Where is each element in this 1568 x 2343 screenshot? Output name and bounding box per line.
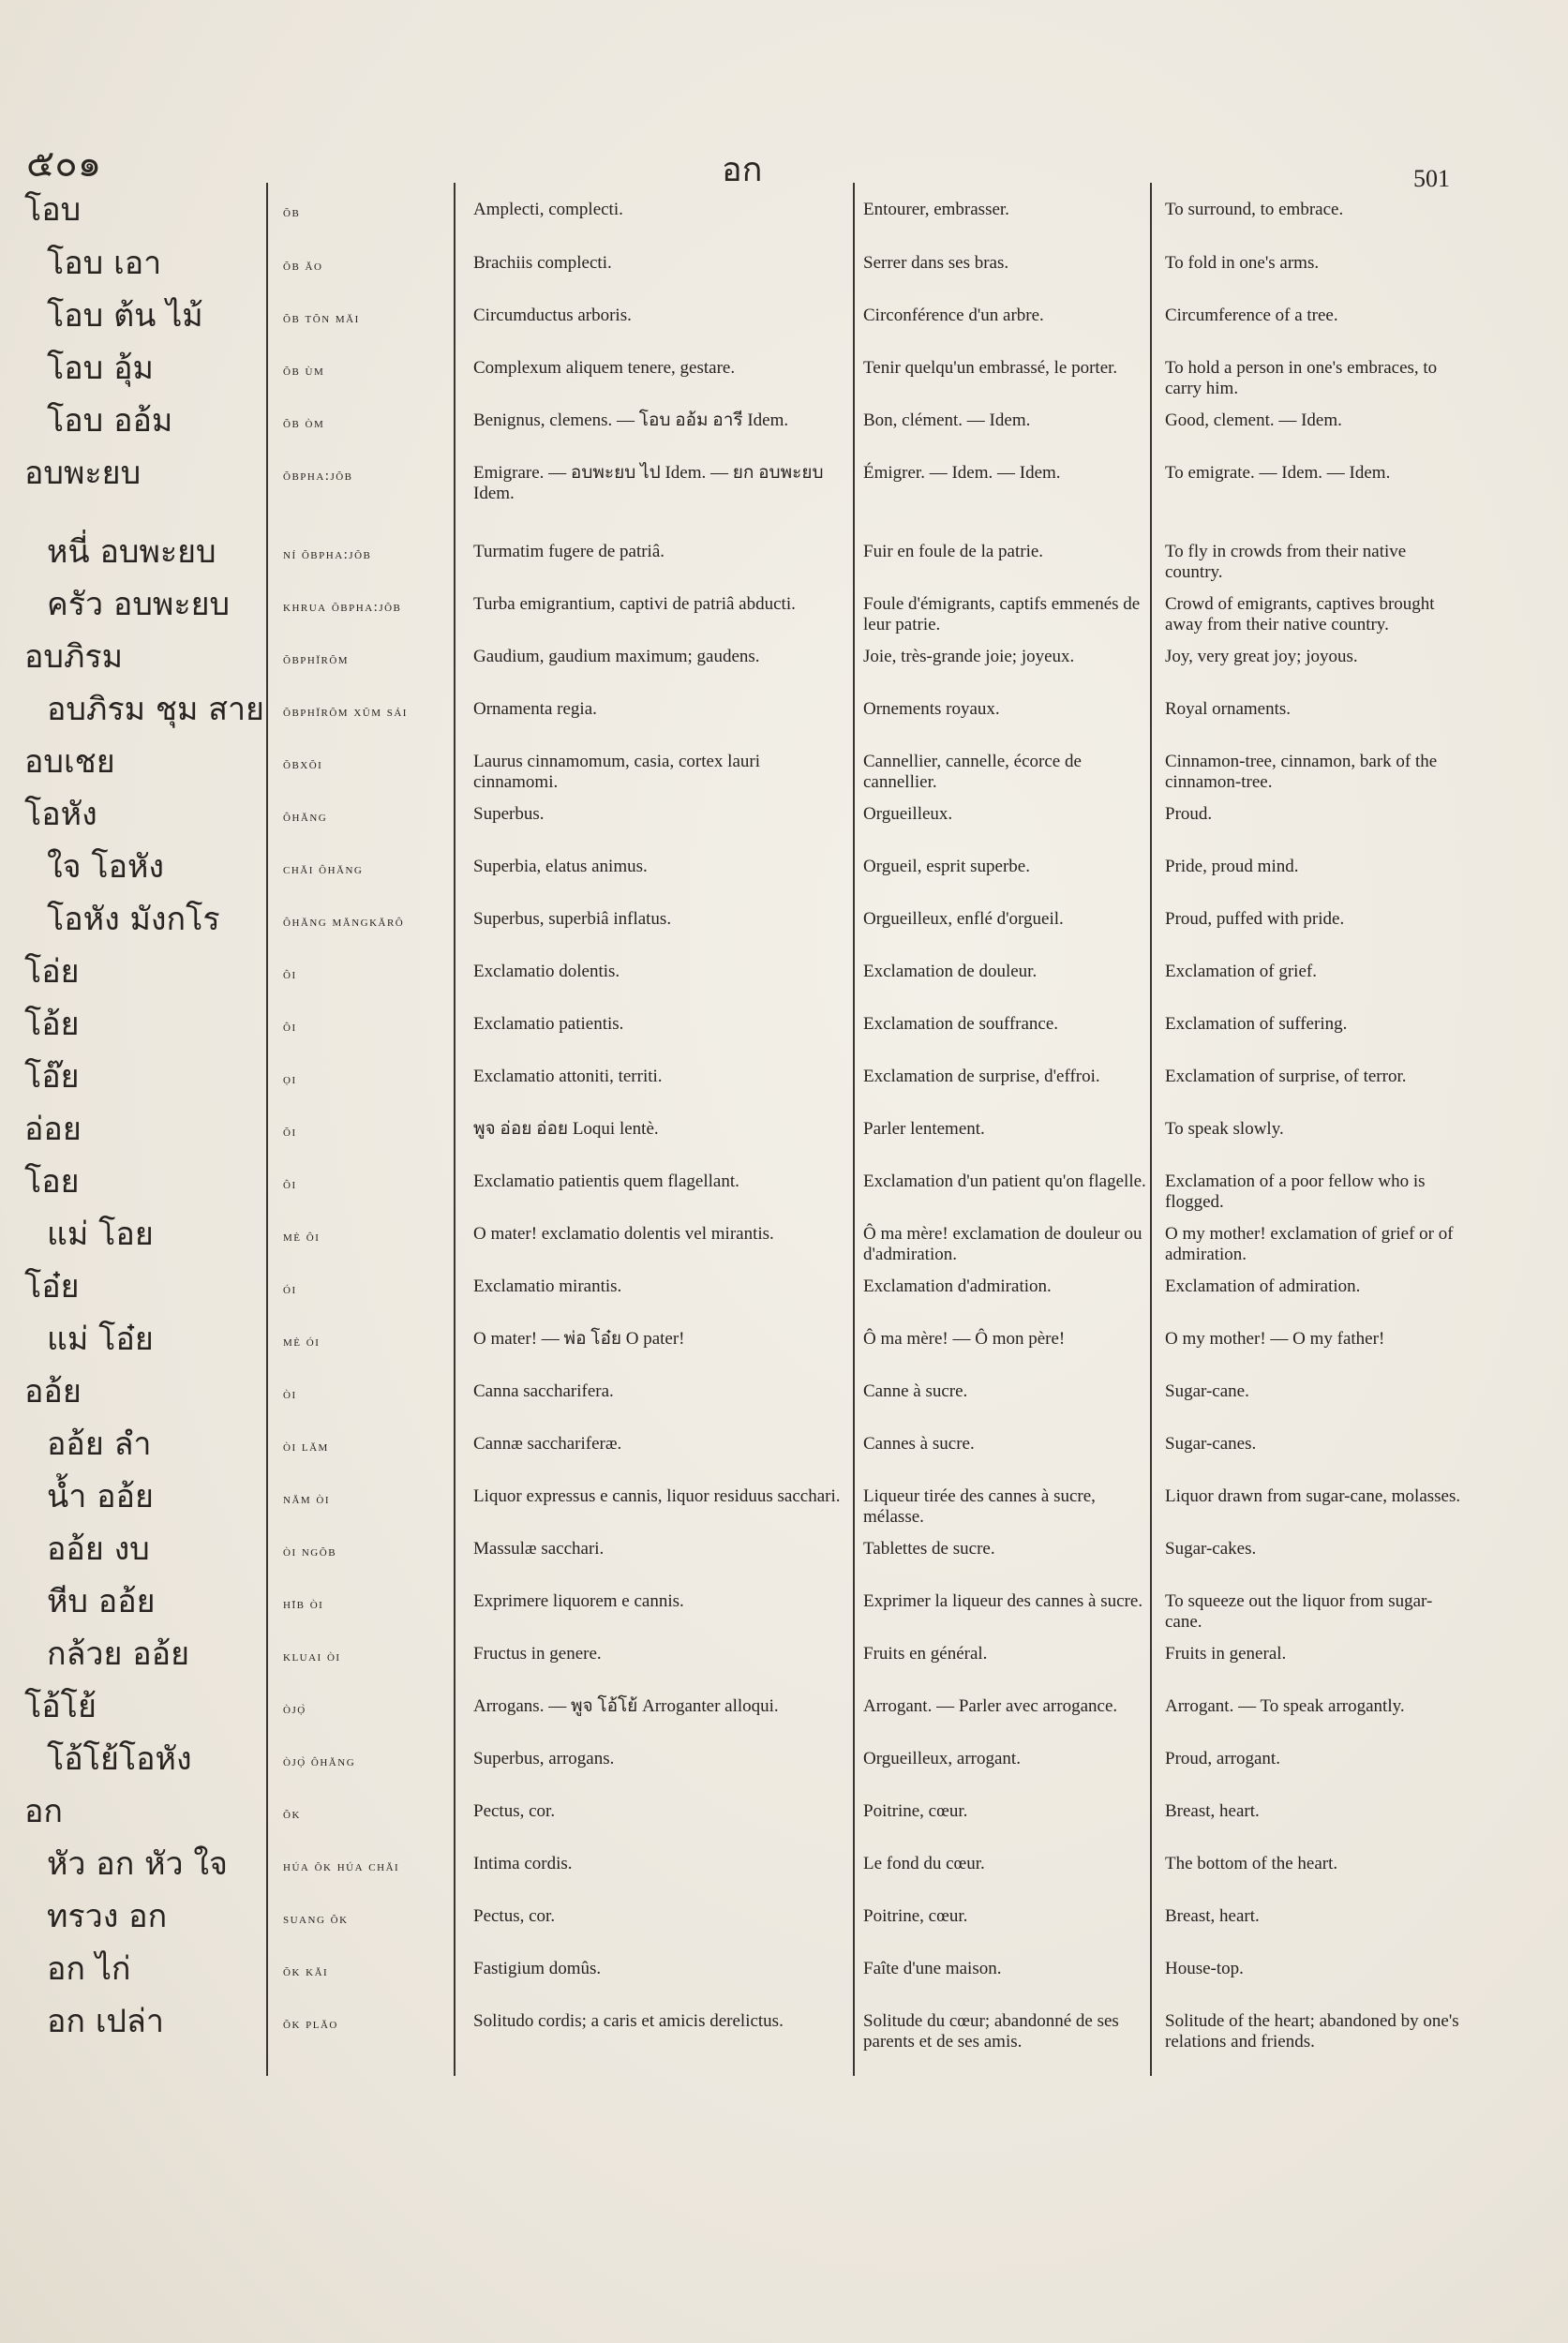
entry-row [0,692,1568,744]
latin-definition: Solitudo cordis; a caris et amicis derelictus. [473,2011,784,2031]
transliteration: òi lăm [283,1440,329,1455]
transliteration: òi ngŏb [283,1545,337,1560]
french-definition: Faîte d'une maison. [863,1959,1002,1978]
french-definition: Exclamation de surprise, d'effroi. [863,1067,1100,1086]
thai-headword: โอหัง มังกโร [47,901,220,938]
french-definition: Exclamation de souffrance. [863,1014,1059,1034]
english-definition: Breast, heart. [1165,1801,1260,1821]
english-definition: Good, clement. — Idem. [1165,410,1342,430]
thai-headword: ทรวง อก [47,1898,168,1935]
thai-headword: โอ้ย [24,1006,80,1043]
french-definition: Orgueil, esprit superbe. [863,857,1030,876]
french-definition: Cannellier, cannelle, écorce de cannellier. [863,752,1082,792]
entry-row [0,954,1568,1007]
english-definition: Royal ornaments. [1165,699,1292,719]
transliteration: ŏk kăi [283,1964,329,1979]
entry-row [0,298,1568,351]
thai-headword: อก [24,1793,64,1830]
transliteration: ŏb ăo [283,259,323,274]
latin-definition: Pectus, cor. [473,1801,556,1821]
french-definition: Tenir quelqu'un embrassé, le porter. [863,358,1118,378]
latin-definition: Exclamatio attoniti, territi. [473,1067,663,1086]
latin-definition: Superbus. [473,804,545,824]
thai-headword: หีบ ออ้ย [47,1583,156,1620]
thai-headword: ครัว อบพะยบ [47,586,231,623]
entry-row [0,2004,1568,2056]
french-definition: Cannes à sucre. [863,1434,975,1454]
latin-definition: O mater! — พ่อ โอ๋ย O pater! [473,1329,685,1349]
thai-headword: โอ้โย้ [24,1688,97,1725]
latin-definition: Exclamatio patientis. [473,1014,624,1034]
french-definition: Exprimer la liqueur des cannes à sucre. [863,1591,1143,1611]
transliteration: ŏbphĭrŏm [283,652,350,667]
transliteration: ŏk [283,1807,301,1822]
thai-headword: แม่ โอย [47,1216,154,1253]
transliteration: hīb òi [283,1597,324,1612]
french-definition: Parler lentement. [863,1119,985,1139]
english-definition: Cinnamon-tree, cinnamon, bark of the cinnamon-tree. [1165,752,1438,792]
latin-definition: Massulæ sacchari. [473,1539,605,1559]
english-definition: Crowd of emigrants, captives brought away from their native country. [1165,594,1435,634]
latin-definition: Liquor expressus e cannis, liquor residuus sacchari. [473,1486,841,1506]
transliteration: năm òi [283,1492,331,1507]
entry-row [0,1059,1568,1112]
latin-definition: Brachiis complecti. [473,253,612,273]
transliteration: húa ŏk húa chăi [283,1859,400,1874]
thai-headword: อบพะยบ [24,455,142,492]
latin-definition: O mater! exclamatio dolentis vel mirantis. [473,1224,774,1244]
entry-row [0,1846,1568,1899]
entry-row [0,1112,1568,1164]
latin-definition: Superbus, superbiâ inflatus. [473,909,672,929]
entry-row [0,797,1568,849]
transliteration: suang ŏk [283,1912,349,1927]
page-number: 501 [1413,165,1450,192]
french-definition: Joie, très-grande joie; joyeux. [863,647,1075,666]
entry-row [0,1164,1568,1216]
french-definition: Arrogant. — Parler avec arrogance. [863,1696,1118,1716]
english-definition: Exclamation of admiration. [1165,1276,1361,1296]
latin-definition: Exclamatio mirantis. [473,1276,622,1296]
entry-row [0,1794,1568,1846]
thai-headword: น้ำ ออ้ย [47,1478,154,1515]
transliteration: ôi [283,1177,297,1192]
entry-row [0,1636,1568,1689]
transliteration: ŏb òm [283,416,325,431]
thai-headword: อบเชย [24,743,115,781]
latin-definition: Complexum aliquem tenere, gestare. [473,358,736,378]
thai-page-number: ๕๐๑ [26,142,102,186]
entry-row [0,403,1568,455]
transliteration: òjọ̀ ôhăng [283,1754,356,1769]
transliteration: ọi [283,1072,297,1087]
thai-headword: หัว อก หัว ใจ [47,1845,228,1883]
transliteration: mè ói [283,1335,321,1350]
english-definition: Exclamation of a poor fellow who is flogged. [1165,1172,1426,1212]
latin-definition: Superbia, elatus animus. [473,857,648,876]
french-definition: Poitrine, cœur. [863,1801,968,1821]
english-definition: Sugar-cakes. [1165,1539,1257,1559]
latin-definition: Fastigium domûs. [473,1959,602,1978]
english-definition: Proud, puffed with pride. [1165,909,1345,929]
transliteration: ŏbphĭrŏm xŭm sái [283,705,408,720]
french-definition: Orgueilleux, enflé d'orgueil. [863,909,1064,929]
transliteration: mè ôi [283,1230,321,1245]
thai-headword: ออ้ย ลำ [47,1425,152,1463]
entry-row [0,1951,1568,2004]
transliteration: ŏb tŏn măi [283,311,360,326]
transliteration: kluai òi [283,1649,341,1664]
latin-definition: Exclamatio dolentis. [473,962,620,981]
french-definition: Poitrine, cœur. [863,1906,968,1926]
entry-row [0,455,1568,508]
thai-headword: โอ๊ย [24,1058,80,1096]
entry-row [0,1216,1568,1269]
thai-headword: ออ้ย [24,1373,82,1410]
english-definition: Sugar-canes. [1165,1434,1257,1454]
french-definition: Exclamation d'un patient qu'on flagelle. [863,1172,1146,1191]
transliteration: chăi ôhăng [283,862,364,877]
english-definition: To fold in one's arms. [1165,253,1320,273]
english-definition: Exclamation of surprise, of terror. [1165,1067,1407,1086]
french-definition: Serrer dans ses bras. [863,253,1009,273]
transliteration: ŏi [283,1125,297,1140]
latin-definition: Exclamatio patientis quem flagellant. [473,1172,739,1191]
french-definition: Tablettes de sucre. [863,1539,995,1559]
entry-row [0,1899,1568,1951]
entry-row [0,1531,1568,1584]
latin-definition: Pectus, cor. [473,1906,556,1926]
entry-row [0,1269,1568,1321]
french-definition: Entourer, embrasser. [863,200,1009,219]
latin-definition: Fructus in genere. [473,1644,602,1664]
french-definition: Canne à sucre. [863,1381,968,1401]
english-definition: Solitude of the heart; abandoned by one's relations and friends. [1165,2011,1459,2052]
thai-headword: แม่ โอ๋ย [47,1321,154,1358]
entry-row [0,1479,1568,1531]
transliteration: ôhăng [283,810,328,825]
entry-row [0,849,1568,902]
thai-headword: โอ้โย้โอหัง [47,1740,192,1778]
french-definition: Bon, clément. — Idem. [863,410,1031,430]
thai-headword: อบภิรม [24,638,124,676]
entry-row [0,534,1568,587]
english-definition: To fly in crowds from their native country. [1165,542,1407,582]
entry-row [0,1007,1568,1059]
french-definition: Fuir en foule de la patrie. [863,542,1044,561]
thai-headword: โอ๋ย [24,1268,80,1306]
english-definition: Liquor drawn from sugar-cane, molasses. [1165,1486,1461,1506]
english-definition: Exclamation of grief. [1165,962,1317,981]
entry-row [0,192,1568,245]
english-definition: To hold a person in one's embraces, to carry him. [1165,358,1438,398]
french-definition: Le fond du cœur. [863,1854,985,1873]
english-definition: Sugar-cane. [1165,1381,1249,1401]
transliteration: khrua ŏbpha:jŏb [283,600,402,615]
transliteration: ói [283,1282,297,1297]
french-definition: Orgueilleux. [863,804,953,824]
latin-definition: Laurus cinnamomum, casia, cortex lauri cinnamomi. [473,752,761,792]
thai-headword: อก ไก่ [47,1950,131,1988]
english-definition: Circumference of a tree. [1165,306,1338,325]
entry-row [0,351,1568,403]
entry-row [0,1321,1568,1374]
latin-definition: Cannæ sacchariferæ. [473,1434,622,1454]
thai-headword: อ่อย [24,1111,82,1148]
thai-headword: อบภิรม ชุม สาย [47,691,264,728]
entry-row [0,587,1568,639]
entry-row [0,1584,1568,1636]
thai-headword: กล้วย ออ้ย [47,1635,190,1673]
latin-definition: Circumductus arboris. [473,306,632,325]
english-definition: To speak slowly. [1165,1119,1284,1139]
transliteration: ôhăng măngkărô [283,915,405,930]
english-definition: Proud. [1165,804,1213,824]
entry-row [0,744,1568,797]
transliteration: ní ŏbpha:jŏb [283,547,372,562]
entry-row [0,639,1568,692]
french-definition: Exclamation de douleur. [863,962,1038,981]
entry-row [0,1426,1568,1479]
latin-definition: Amplecti, complecti. [473,200,623,219]
thai-headword: โอบ ออ้ม [47,402,173,440]
transliteration: ŏbpha:jŏb [283,469,353,484]
french-definition: Foule d'émigrants, captifs emmenés de leur patrie. [863,594,1141,634]
english-definition: Pride, proud mind. [1165,857,1299,876]
english-definition: The bottom of the heart. [1165,1854,1338,1873]
latin-definition: Turmatim fugere de patriâ. [473,542,665,561]
latin-definition: Canna saccharifera. [473,1381,614,1401]
english-definition: Joy, very great joy; joyous. [1165,647,1358,666]
french-definition: Fruits en général. [863,1644,988,1664]
thai-headword: โอบ อุ้ม [47,350,154,387]
latin-definition: Intima cordis. [473,1854,573,1873]
french-definition: Ô ma mère! — Ô mon père! [863,1329,1066,1349]
thai-headword: อก เปล่า [47,2003,164,2040]
transliteration: òi [283,1387,297,1402]
transliteration: ŏk plăo [283,2017,338,2032]
french-definition: Solitude du cœur; abandonné de ses parents et de ses amis. [863,2011,1119,2052]
french-definition: Circonférence d'un arbre. [863,306,1044,325]
english-definition: House-top. [1165,1959,1244,1978]
english-definition: Breast, heart. [1165,1906,1260,1926]
thai-headword: โอบ [24,191,82,229]
thai-headword: หนี่ อบพะยบ [47,533,217,571]
entry-row [0,1374,1568,1426]
entry-row [0,246,1568,298]
english-definition: To emigrate. — Idem. — Idem. [1165,463,1391,483]
latin-definition: Gaudium, gaudium maximum; gaudens. [473,647,760,666]
french-definition: Ô ma mère! exclamation de douleur ou d'admiration. [863,1224,1142,1264]
thai-headword: ใจ โอหัง [47,848,165,886]
latin-definition: Emigrare. — อบพะยบ ไป Idem. — ยก อบพะยบ Idem. [473,463,824,503]
thai-headword: ออ้ย งบ [47,1530,150,1568]
latin-definition: พูจ อ่อย อ่อย Loqui lentè. [473,1119,659,1139]
english-definition: To surround, to embrace. [1165,200,1344,219]
english-definition: Arrogant. — To speak arrogantly. [1165,1696,1405,1716]
english-definition: Exclamation of suffering. [1165,1014,1348,1034]
english-definition: O my mother! exclamation of grief or of admiration. [1165,1224,1454,1264]
latin-definition: Turba emigrantium, captivi de patriâ abducti. [473,594,796,614]
transliteration: ŏb ùm [283,364,325,379]
latin-definition: Exprimere liquorem e cannis. [473,1591,684,1611]
entry-row [0,902,1568,954]
running-head-word: อก [722,151,763,189]
french-definition: Émigrer. — Idem. — Idem. [863,463,1061,483]
english-definition: Proud, arrogant. [1165,1749,1280,1768]
latin-definition: Ornamenta regia. [473,699,597,719]
entry-row [0,1689,1568,1741]
transliteration: ôi [283,967,297,982]
english-definition: Fruits in general. [1165,1644,1287,1664]
entry-row [0,1741,1568,1794]
transliteration: ôi [283,1020,297,1035]
french-definition: Orgueilleux, arrogant. [863,1749,1021,1768]
thai-headword: โอบ ต้น ไม้ [47,297,203,335]
transliteration: òjọ̀ [283,1702,306,1717]
english-definition: To squeeze out the liquor from sugar-cane. [1165,1591,1433,1632]
french-definition: Ornements royaux. [863,699,1000,719]
latin-definition: Arrogans. — พูจ โอ้โย้ Arroganter alloqui. [473,1696,779,1716]
transliteration: ŏbxŏi [283,757,323,772]
thai-headword: โอย [24,1163,80,1201]
latin-definition: Benignus, clemens. — โอบ ออ้ม อารี Idem. [473,410,789,430]
english-definition: O my mother! — O my father! [1165,1329,1385,1349]
french-definition: Liqueur tirée des cannes à sucre, mélasse. [863,1486,1096,1527]
latin-definition: Superbus, arrogans. [473,1749,615,1768]
thai-headword: โอหัง [24,796,97,833]
french-definition: Exclamation d'admiration. [863,1276,1052,1296]
transliteration: ŏb [283,205,301,220]
thai-headword: โอ่ย [24,953,80,991]
thai-headword: โอบ เอา [47,245,162,282]
